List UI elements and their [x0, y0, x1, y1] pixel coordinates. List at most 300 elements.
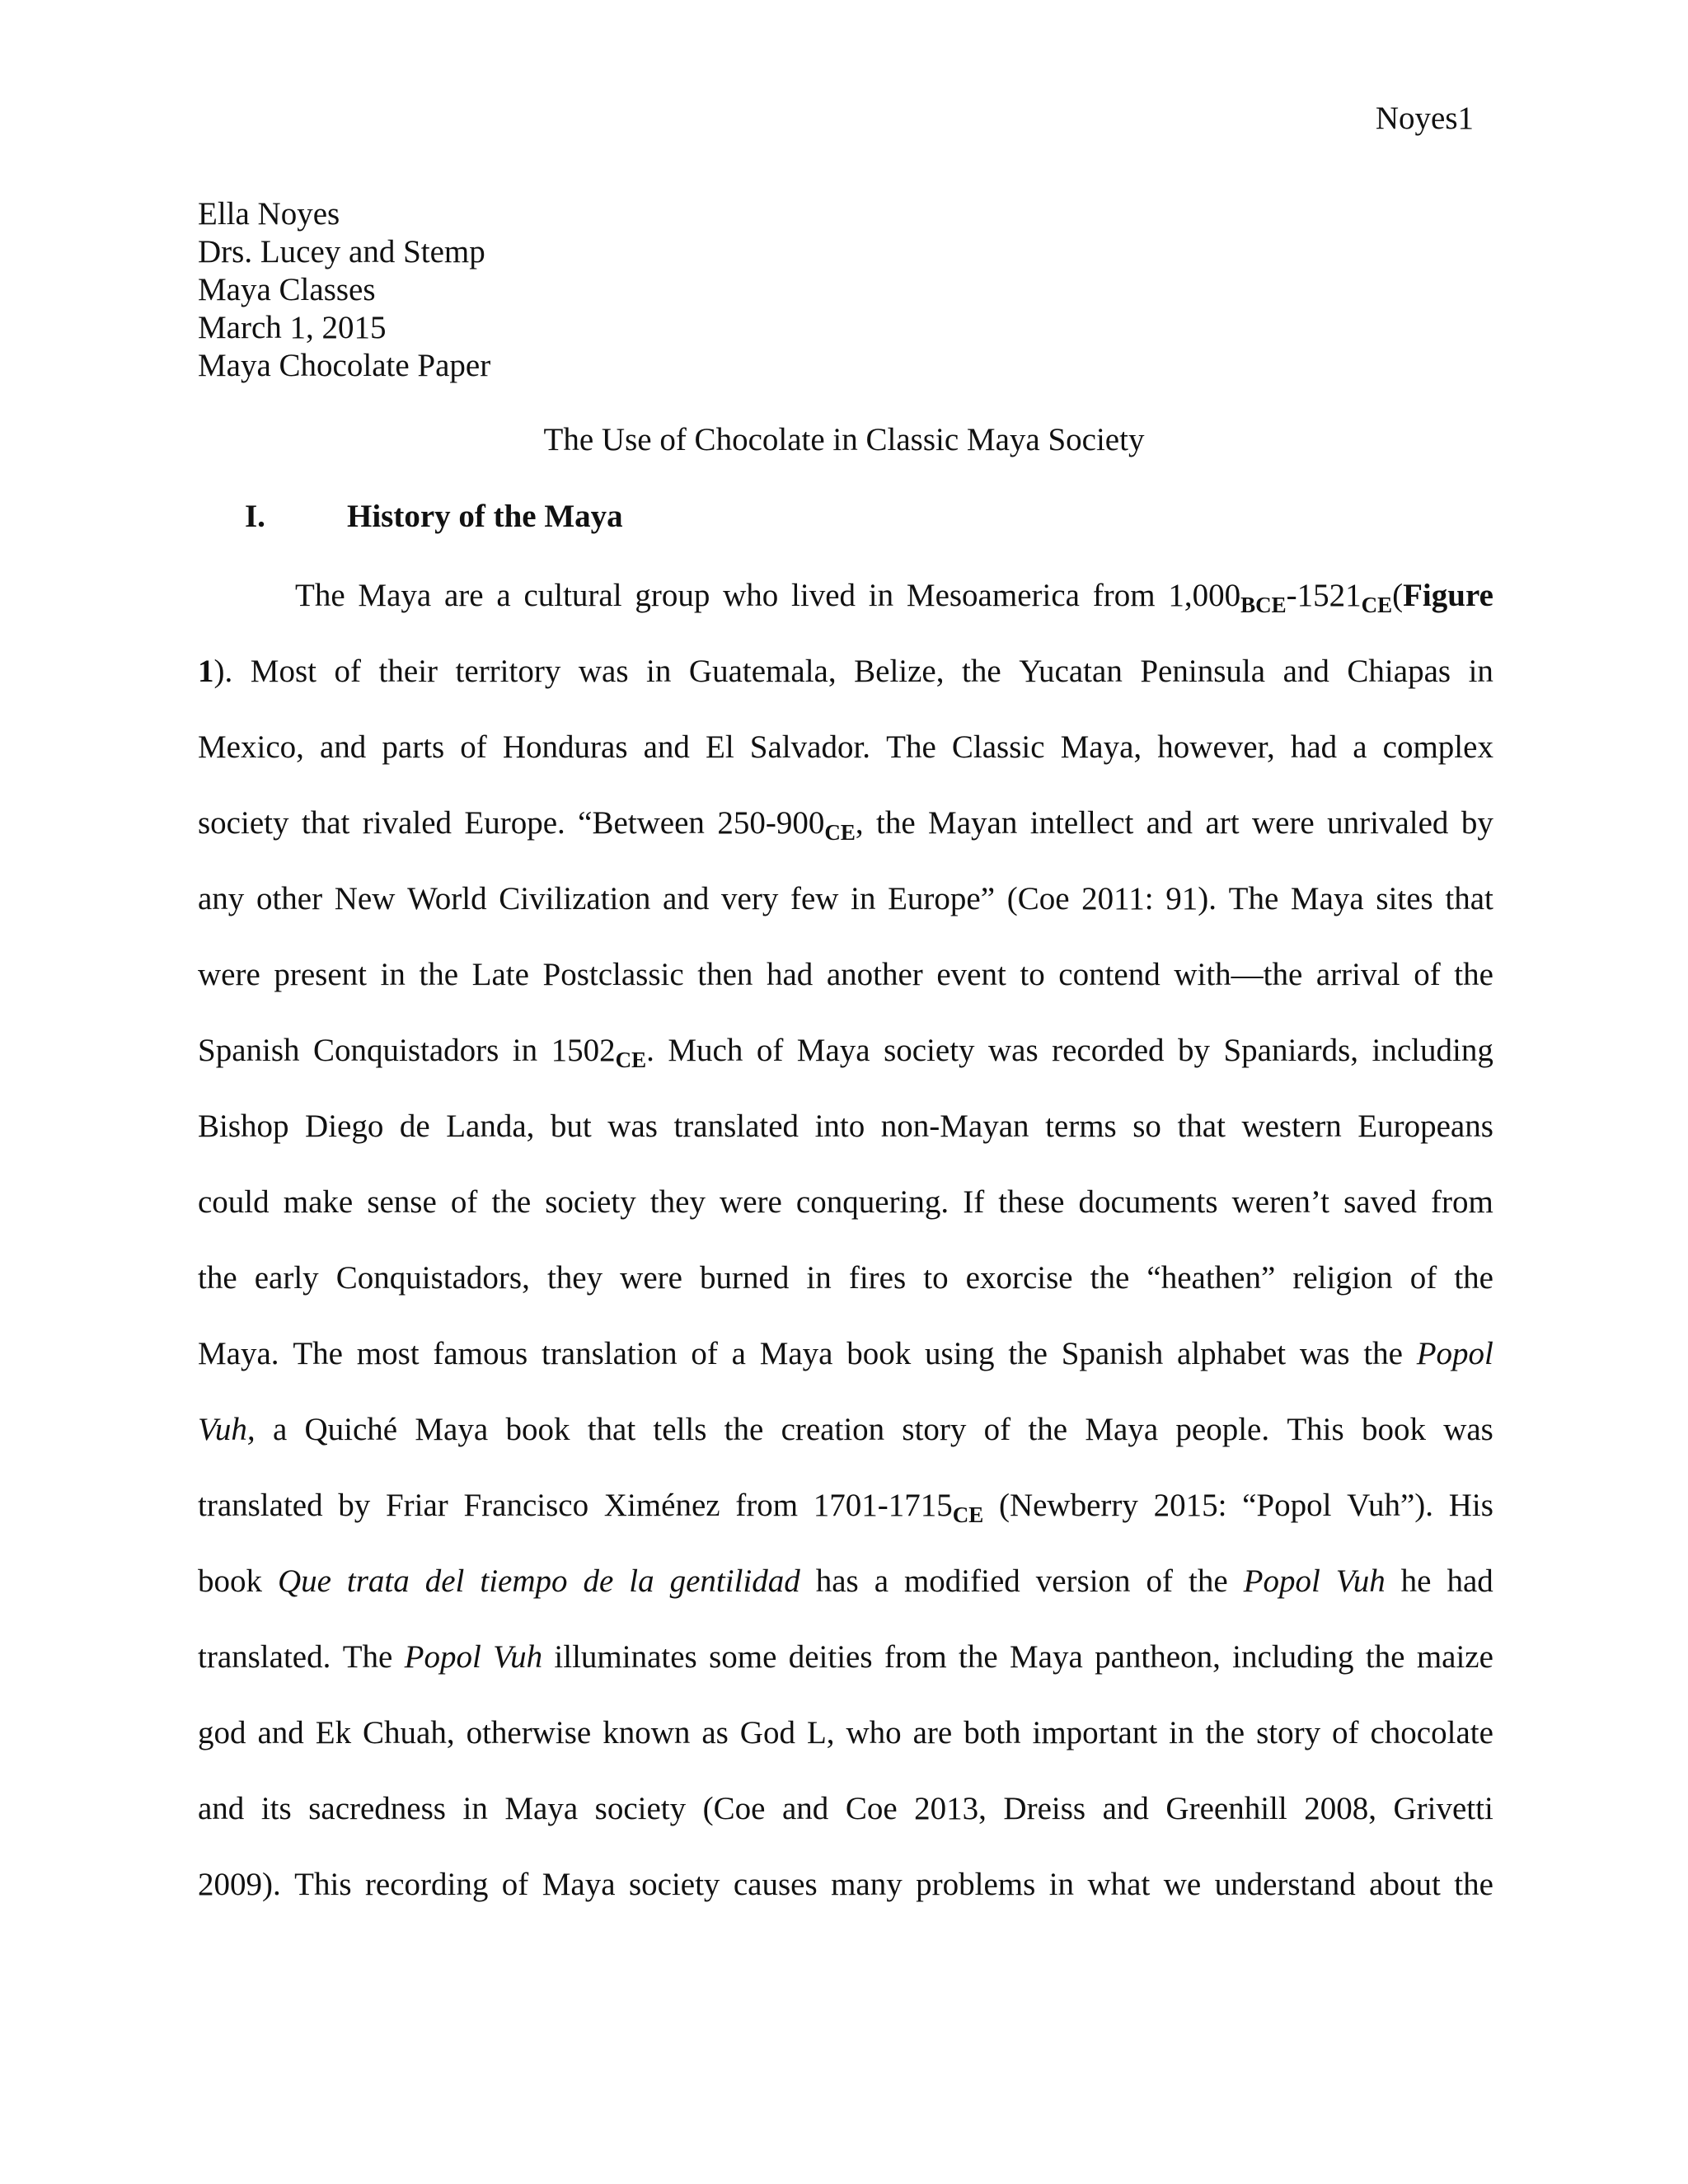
word: present [274, 957, 367, 992]
word: western [1241, 1108, 1342, 1144]
word: in [806, 1260, 832, 1296]
word: its [260, 1791, 292, 1826]
word: and [1282, 654, 1329, 689]
word: This [1287, 1412, 1344, 1447]
word: Vuh, [198, 1412, 256, 1447]
paragraph-line [198, 1026, 1493, 1102]
word: a [496, 578, 511, 613]
word: Much [668, 1033, 743, 1068]
word: so [1132, 1108, 1161, 1144]
word: sites [1376, 881, 1433, 916]
word: Popol [404, 1639, 481, 1675]
word: Most [250, 654, 316, 689]
word: had [766, 957, 814, 992]
word: Honduras [502, 729, 628, 765]
word: If [963, 1184, 985, 1220]
word: famous [433, 1336, 528, 1371]
word: has [815, 1563, 859, 1599]
word: (Newberry [998, 1488, 1138, 1523]
word: the [1365, 1639, 1405, 1675]
word: the [875, 805, 916, 841]
word: Friar [385, 1488, 448, 1523]
paragraph-line [198, 1860, 1493, 1936]
word: exorcise [965, 1260, 1073, 1296]
word: 2013, [914, 1791, 987, 1826]
word: deities [788, 1639, 873, 1675]
word: documents [1078, 1184, 1218, 1220]
word: a [731, 1336, 746, 1371]
word: and [781, 1791, 829, 1826]
word: Chuah, [363, 1715, 455, 1750]
word: L, [806, 1715, 835, 1750]
word: Maya [1085, 1412, 1159, 1447]
word: Mayan [928, 805, 1018, 841]
word: Diego [305, 1108, 384, 1144]
word: contend [1058, 957, 1160, 992]
word: in [512, 1033, 538, 1068]
word: into [814, 1108, 865, 1144]
word: Ximénez [603, 1488, 720, 1523]
word: “Popol [1242, 1488, 1332, 1523]
word: Coe [845, 1791, 898, 1826]
word: were [720, 1184, 782, 1220]
word: causes [733, 1867, 818, 1902]
word: art [1205, 805, 1240, 841]
word: Salvador. [749, 729, 871, 765]
word: Vuh [493, 1639, 543, 1675]
word: are [443, 578, 484, 613]
section-heading [245, 497, 623, 537]
word: of [501, 1867, 529, 1902]
word: to [1020, 957, 1045, 992]
word: The [1228, 881, 1279, 916]
paragraph-line [198, 723, 1493, 799]
word: that [301, 805, 350, 841]
instructor-names: Drs. Lucey and Stemp [198, 234, 485, 269]
word: society [198, 805, 289, 841]
word: Bishop [198, 1108, 289, 1144]
word: sacredness [308, 1791, 446, 1826]
word: in [1468, 654, 1493, 689]
word: from [1092, 578, 1156, 613]
word: from [735, 1488, 799, 1523]
word: understand [1214, 1867, 1356, 1902]
word: $1701-1715_{CE}$ [813, 1488, 984, 1527]
word: from [1430, 1184, 1493, 1220]
paragraph-line [198, 1178, 1493, 1254]
word: de [399, 1108, 430, 1144]
word: any [198, 881, 245, 916]
header-block [198, 195, 490, 385]
word: religion [1292, 1260, 1393, 1296]
word: group [635, 578, 710, 613]
word: in [1169, 1715, 1194, 1750]
word: alphabet [1177, 1336, 1287, 1371]
word: they [649, 1184, 706, 1220]
word: Vuh [1335, 1563, 1386, 1599]
word: recording [364, 1867, 489, 1902]
word: early [254, 1260, 319, 1296]
word: Maya [759, 1336, 833, 1371]
word: Spanish [1061, 1336, 1164, 1371]
word: the [491, 1184, 532, 1220]
paragraph-line [198, 571, 1493, 647]
word: in [646, 654, 672, 689]
word: of [1409, 1260, 1437, 1296]
word: book [846, 1336, 912, 1371]
word: tells [653, 1412, 707, 1447]
word: they [546, 1260, 603, 1296]
word: 2011: [1081, 881, 1154, 916]
word: the [724, 1412, 764, 1447]
word: rivaled [362, 805, 452, 841]
paper-title: The Use of Chocolate in Classic Maya Society [543, 422, 1145, 457]
word: known [603, 1715, 691, 1750]
word: in [380, 957, 406, 992]
word: book [505, 1412, 570, 1447]
word: but [550, 1108, 592, 1144]
word: 2008, [1304, 1791, 1376, 1826]
word: Conquistadors, [335, 1260, 530, 1296]
word: as [701, 1715, 729, 1750]
word: the [1008, 1336, 1048, 1371]
word: the [1454, 957, 1493, 992]
word: version [1035, 1563, 1131, 1599]
word: 2015: [1153, 1488, 1227, 1523]
paragraph-line [198, 1254, 1493, 1329]
paragraph-line [198, 1784, 1493, 1860]
word: Maya [1009, 1639, 1083, 1675]
paragraph-line [198, 1708, 1493, 1784]
word: in [851, 881, 876, 916]
word: story [1256, 1715, 1321, 1750]
word: in [462, 1791, 488, 1826]
word: the [959, 1639, 998, 1675]
body-paragraph [198, 571, 1493, 1936]
word: unrivaled [1327, 805, 1449, 841]
word: and [257, 1715, 304, 1750]
word: saved [1343, 1184, 1417, 1220]
word: Spaniards, [1223, 1033, 1359, 1068]
word: modified [903, 1563, 1020, 1599]
author-name: Ella Noyes [198, 196, 340, 232]
word: and [198, 1791, 245, 1826]
word: 1). [198, 654, 233, 689]
word: event [936, 957, 1006, 992]
word: Spanish [198, 1033, 300, 1068]
word: by [1178, 1033, 1210, 1068]
word: His [1448, 1488, 1493, 1523]
word: however, [1157, 729, 1275, 765]
word: terms [1045, 1108, 1117, 1144]
word: about [1369, 1867, 1441, 1902]
word: of [460, 729, 487, 765]
word: of [756, 1033, 784, 1068]
word: in [868, 578, 894, 613]
paragraph-line [198, 1481, 1493, 1557]
word: de [583, 1563, 614, 1599]
paragraph-line [198, 1329, 1493, 1405]
word: book [1361, 1412, 1426, 1447]
word: using [925, 1336, 995, 1371]
word: The [293, 1336, 343, 1371]
word: non-Mayan [880, 1108, 1029, 1144]
word: Yucatan [1019, 654, 1123, 689]
word: a [272, 1412, 288, 1447]
word: “Between [578, 805, 705, 841]
section-title: History of the Maya [347, 499, 623, 534]
word: “heathen” [1146, 1260, 1276, 1296]
word: Mesoamerica [906, 578, 1080, 613]
word: of [691, 1336, 718, 1371]
word: otherwise [466, 1715, 592, 1750]
word: cultural [523, 578, 622, 613]
word: Maya [1290, 881, 1364, 916]
word: Ek [315, 1715, 352, 1750]
word: 2009). [198, 1867, 281, 1902]
word: had [1290, 729, 1338, 765]
word: Popol [1416, 1336, 1493, 1371]
word: important [1032, 1715, 1158, 1750]
word: were [1251, 805, 1315, 841]
word: were [198, 957, 260, 992]
word: $1502_{CE}$. [551, 1033, 654, 1072]
course-name: Maya Classes [198, 272, 376, 307]
word: translation [541, 1336, 678, 1371]
word: and [319, 729, 367, 765]
word: Belize, [854, 654, 945, 689]
word: recorded [1052, 1033, 1165, 1068]
word: Quiché [304, 1412, 398, 1447]
word: gentilidad [669, 1563, 800, 1599]
word: was [1299, 1336, 1350, 1371]
word: could [198, 1184, 270, 1220]
word: (Coe [1006, 881, 1070, 916]
word: few [790, 881, 839, 916]
word: 91). [1165, 881, 1217, 916]
word: intellect [1029, 805, 1134, 841]
word: with—the [1174, 957, 1303, 992]
word: illuminates [554, 1639, 697, 1675]
word: Europe” [888, 881, 996, 916]
word: burned [700, 1260, 790, 1296]
word: New [334, 881, 396, 916]
word: del [424, 1563, 465, 1599]
word: the [1363, 1336, 1403, 1371]
assignment-name: Maya Chocolate Paper [198, 348, 491, 383]
section-number: I. [245, 499, 265, 534]
word: pantheon, [1095, 1639, 1221, 1675]
word: problems [916, 1867, 1036, 1902]
word: $1,000_{BCE}-1521_{CE}(Figure$ [1168, 578, 1493, 617]
word: including [1232, 1639, 1354, 1675]
word: This [294, 1867, 352, 1902]
word: Peninsula [1140, 654, 1266, 689]
word: Vuh”). [1347, 1488, 1433, 1523]
word: Que [277, 1563, 331, 1599]
word: both [964, 1715, 1021, 1750]
word: Greenhill [1165, 1791, 1287, 1826]
word: Guatemala, [688, 654, 837, 689]
word: that [587, 1412, 636, 1447]
word: Postclassic [542, 957, 684, 992]
word: Late [471, 957, 529, 992]
word: most [356, 1336, 420, 1371]
word: Conquistadors [312, 1033, 499, 1068]
word: $250-900_{CE}$, [717, 805, 864, 845]
word: El [706, 729, 734, 765]
word: a [874, 1563, 889, 1599]
word: la [629, 1563, 654, 1599]
word: Mexico, [198, 729, 304, 765]
word: to [923, 1260, 949, 1296]
word: Popol [1243, 1563, 1320, 1599]
word: Landa, [446, 1108, 535, 1144]
word: The [886, 729, 936, 765]
word: The [342, 1639, 393, 1675]
word: society [884, 1033, 975, 1068]
word: conquering. [795, 1184, 950, 1220]
word: and [1146, 805, 1193, 841]
word: what [1087, 1867, 1151, 1902]
word: then [697, 957, 753, 992]
paragraph-line [198, 1633, 1493, 1708]
word: arrival [1315, 957, 1400, 992]
word: society [594, 1791, 687, 1826]
word: Maya, [1060, 729, 1142, 765]
word: society [545, 1184, 636, 1220]
word: translated. [198, 1639, 331, 1675]
word: the [419, 957, 459, 992]
word: translated [673, 1108, 799, 1144]
word: the [198, 1260, 237, 1296]
word: Maya [358, 578, 432, 613]
word: Francisco [463, 1488, 589, 1523]
word: make [283, 1184, 354, 1220]
word: many [831, 1867, 903, 1902]
word: complex [1382, 729, 1493, 765]
word: was [607, 1108, 658, 1144]
word: are [912, 1715, 953, 1750]
word: Europe. [464, 805, 565, 841]
word: the [962, 654, 1001, 689]
word: of [334, 654, 362, 689]
word: including [1372, 1033, 1493, 1068]
paragraph-line [198, 950, 1493, 1026]
word: translated [198, 1488, 323, 1523]
word: Maya. [198, 1336, 279, 1371]
word: Maya [796, 1033, 870, 1068]
word: some [709, 1639, 777, 1675]
word: Maya [542, 1867, 616, 1902]
paragraph-line [198, 1557, 1493, 1633]
paper-date: March 1, 2015 [198, 310, 387, 345]
word: by [1461, 805, 1493, 841]
word: maize [1416, 1639, 1493, 1675]
word: Grivetti [1393, 1791, 1493, 1826]
word: fires [848, 1260, 907, 1296]
word: a [1353, 729, 1367, 765]
word: and [643, 729, 690, 765]
word: the [1189, 1563, 1228, 1599]
word: and [663, 881, 710, 916]
word: was [1443, 1412, 1493, 1447]
word: the [1028, 1412, 1068, 1447]
word: that [1445, 881, 1493, 916]
word: Civilization [499, 881, 651, 916]
word: creation [781, 1412, 885, 1447]
word: that [1177, 1108, 1226, 1144]
word: we [1163, 1867, 1202, 1902]
word: God [739, 1715, 795, 1750]
word: parts [382, 729, 445, 765]
word: of [450, 1184, 478, 1220]
word: the [1454, 1867, 1493, 1902]
word: who [723, 578, 779, 613]
word: from [884, 1639, 947, 1675]
paragraph-line [198, 874, 1493, 950]
word: the [1090, 1260, 1130, 1296]
word: were [620, 1260, 682, 1296]
word: The [295, 578, 345, 613]
word: and [1102, 1791, 1149, 1826]
word: was [988, 1033, 1039, 1068]
word: sense [367, 1184, 437, 1220]
word: in [1048, 1867, 1075, 1902]
word: Classic [951, 729, 1045, 765]
word: tiempo [480, 1563, 568, 1599]
word: people. [1175, 1412, 1270, 1447]
word: of [1146, 1563, 1174, 1599]
word: (Coe [702, 1791, 766, 1826]
word: of [1332, 1715, 1359, 1750]
word: the [1454, 1260, 1493, 1296]
word: other [256, 881, 323, 916]
word: who [846, 1715, 902, 1750]
word: these [998, 1184, 1065, 1220]
word: he [1400, 1563, 1432, 1599]
word: story [902, 1412, 967, 1447]
word: was [578, 654, 629, 689]
running-head: Noyes1 [1375, 101, 1474, 136]
word: god [198, 1715, 246, 1750]
word: had [1447, 1563, 1493, 1599]
word: of [983, 1412, 1011, 1447]
word: by [338, 1488, 371, 1523]
word: weren’t [1231, 1184, 1329, 1220]
paragraph-line [198, 1405, 1493, 1481]
word: book [198, 1563, 262, 1599]
word: chocolate [1370, 1715, 1493, 1750]
paragraph-line [198, 1102, 1493, 1178]
word: World [407, 881, 487, 916]
word: Chiapas [1347, 654, 1451, 689]
paragraph-line [198, 799, 1493, 874]
word: society [628, 1867, 720, 1902]
word: trata [346, 1563, 410, 1599]
word: territory [455, 654, 561, 689]
word: their [378, 654, 438, 689]
word: another [826, 957, 923, 992]
word: of [1414, 957, 1441, 992]
word: Maya [504, 1791, 579, 1826]
paragraph-line [198, 647, 1493, 723]
word: Dreiss [1003, 1791, 1086, 1826]
word: Maya [415, 1412, 489, 1447]
word: Europeans [1357, 1108, 1493, 1144]
word: very [721, 881, 779, 916]
word: lived [791, 578, 856, 613]
